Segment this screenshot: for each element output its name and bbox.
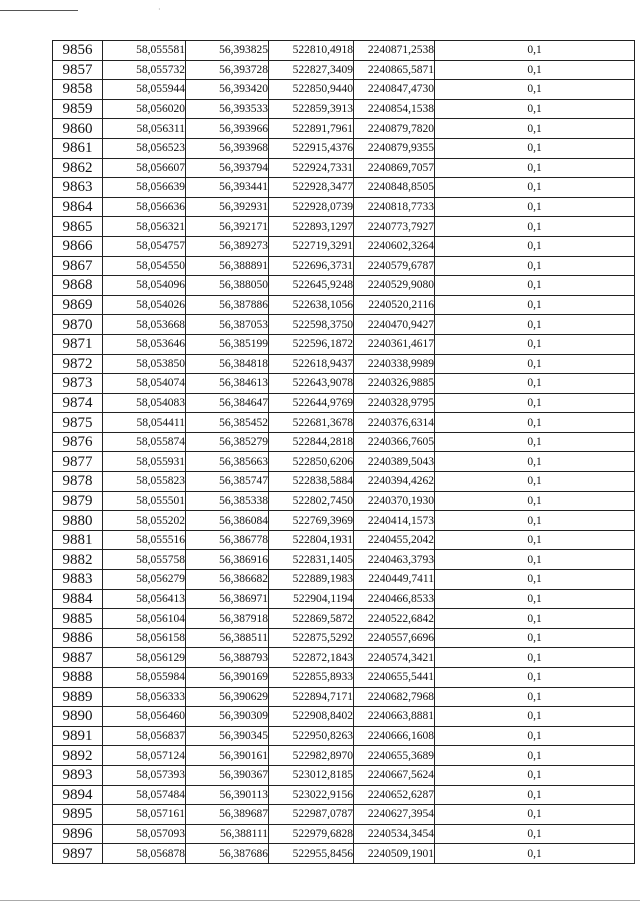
longitude-cell: 56,393533 xyxy=(186,99,269,119)
longitude-cell: 56,385452 xyxy=(186,413,269,433)
latitude-cell: 58,055823 xyxy=(103,472,186,492)
y-coordinate-cell: 2240627,3954 xyxy=(354,805,435,825)
longitude-cell: 56,384647 xyxy=(186,393,269,413)
x-coordinate-cell: 522889,1983 xyxy=(269,570,354,590)
accuracy-cell: 0,1 xyxy=(435,374,635,394)
point-number: 9875 xyxy=(53,413,103,433)
accuracy-cell: 0,1 xyxy=(435,197,635,217)
x-coordinate-cell: 522875,5292 xyxy=(269,628,354,648)
bottom-rule xyxy=(0,900,640,901)
latitude-cell: 58,055944 xyxy=(103,80,186,100)
table-row xyxy=(53,295,635,315)
x-coordinate-cell: 522950,8263 xyxy=(269,726,354,746)
x-coordinate-cell: 522894,7171 xyxy=(269,687,354,707)
longitude-cell: 56,385199 xyxy=(186,334,269,354)
x-coordinate-cell: 523012,8185 xyxy=(269,765,354,785)
x-coordinate-cell: 522987,0787 xyxy=(269,805,354,825)
x-coordinate-cell: 522908,8402 xyxy=(269,707,354,727)
accuracy-cell: 0,1 xyxy=(435,746,635,766)
accuracy-cell: 0,1 xyxy=(435,217,635,237)
longitude-cell: 56,390113 xyxy=(186,785,269,805)
y-coordinate-cell: 2240667,5624 xyxy=(354,765,435,785)
table-row xyxy=(53,334,635,354)
latitude-cell: 58,056020 xyxy=(103,99,186,119)
accuracy-cell: 0,1 xyxy=(435,707,635,727)
table-row xyxy=(53,119,635,139)
y-coordinate-cell: 2240574,3421 xyxy=(354,648,435,668)
longitude-cell: 56,393825 xyxy=(186,41,269,61)
point-number: 9856 xyxy=(53,41,103,61)
y-coordinate-cell: 2240361,4617 xyxy=(354,334,435,354)
y-coordinate-cell: 2240879,7820 xyxy=(354,119,435,139)
point-number: 9861 xyxy=(53,138,103,158)
longitude-cell: 56,390169 xyxy=(186,668,269,688)
x-coordinate-cell: 523022,9156 xyxy=(269,785,354,805)
accuracy-cell: 0,1 xyxy=(435,511,635,531)
point-number: 9895 xyxy=(53,805,103,825)
point-number: 9894 xyxy=(53,785,103,805)
y-coordinate-cell: 2240520,2116 xyxy=(354,295,435,315)
point-number: 9888 xyxy=(53,668,103,688)
y-coordinate-cell: 2240328,9795 xyxy=(354,393,435,413)
longitude-cell: 56,392931 xyxy=(186,197,269,217)
accuracy-cell: 0,1 xyxy=(435,648,635,668)
x-coordinate-cell: 522924,7331 xyxy=(269,158,354,178)
y-coordinate-cell: 2240338,9989 xyxy=(354,354,435,374)
longitude-cell: 56,386916 xyxy=(186,550,269,570)
x-coordinate-cell: 522638,1056 xyxy=(269,295,354,315)
table-row xyxy=(53,726,635,746)
table-row xyxy=(53,687,635,707)
table-row xyxy=(53,413,635,433)
accuracy-cell: 0,1 xyxy=(435,687,635,707)
y-coordinate-cell: 2240652,6287 xyxy=(354,785,435,805)
latitude-cell: 58,055984 xyxy=(103,668,186,688)
accuracy-cell: 0,1 xyxy=(435,99,635,119)
y-coordinate-cell: 2240879,9355 xyxy=(354,138,435,158)
table-row xyxy=(53,178,635,198)
table-row xyxy=(53,236,635,256)
latitude-cell: 58,056523 xyxy=(103,138,186,158)
y-coordinate-cell: 2240655,3689 xyxy=(354,746,435,766)
x-coordinate-cell: 522681,3678 xyxy=(269,413,354,433)
y-coordinate-cell: 2240655,5441 xyxy=(354,668,435,688)
y-coordinate-cell: 2240848,8505 xyxy=(354,178,435,198)
point-number: 9893 xyxy=(53,765,103,785)
x-coordinate-cell: 522928,0739 xyxy=(269,197,354,217)
point-number: 9868 xyxy=(53,276,103,296)
x-coordinate-cell: 522955,8456 xyxy=(269,844,354,864)
x-coordinate-cell: 522850,6206 xyxy=(269,452,354,472)
accuracy-cell: 0,1 xyxy=(435,354,635,374)
x-coordinate-cell: 522618,9437 xyxy=(269,354,354,374)
table-row xyxy=(53,472,635,492)
top-rule xyxy=(0,10,78,11)
longitude-cell: 56,393966 xyxy=(186,119,269,139)
accuracy-cell: 0,1 xyxy=(435,138,635,158)
table-row xyxy=(53,491,635,511)
table-row xyxy=(53,374,635,394)
point-number: 9874 xyxy=(53,393,103,413)
latitude-cell: 58,053850 xyxy=(103,354,186,374)
coordinates-table xyxy=(52,40,635,864)
longitude-cell: 56,387686 xyxy=(186,844,269,864)
point-number: 9882 xyxy=(53,550,103,570)
point-number: 9863 xyxy=(53,178,103,198)
y-coordinate-cell: 2240557,6696 xyxy=(354,628,435,648)
x-coordinate-cell: 522891,7961 xyxy=(269,119,354,139)
table-row xyxy=(53,217,635,237)
accuracy-cell: 0,1 xyxy=(435,589,635,609)
latitude-cell: 58,056129 xyxy=(103,648,186,668)
x-coordinate-cell: 522645,9248 xyxy=(269,276,354,296)
accuracy-cell: 0,1 xyxy=(435,628,635,648)
point-number: 9869 xyxy=(53,295,103,315)
latitude-cell: 58,054757 xyxy=(103,236,186,256)
table-row xyxy=(53,511,635,531)
accuracy-cell: 0,1 xyxy=(435,315,635,335)
y-coordinate-cell: 2240463,3793 xyxy=(354,550,435,570)
y-coordinate-cell: 2240414,1573 xyxy=(354,511,435,531)
longitude-cell: 56,393441 xyxy=(186,178,269,198)
point-number: 9879 xyxy=(53,491,103,511)
table-row xyxy=(53,99,635,119)
table-row xyxy=(53,315,635,335)
x-coordinate-cell: 522855,8933 xyxy=(269,668,354,688)
y-coordinate-cell: 2240522,6842 xyxy=(354,609,435,629)
accuracy-cell: 0,1 xyxy=(435,824,635,844)
x-coordinate-cell: 522928,3477 xyxy=(269,178,354,198)
longitude-cell: 56,390309 xyxy=(186,707,269,727)
x-coordinate-cell: 522769,3969 xyxy=(269,511,354,531)
y-coordinate-cell: 2240865,5871 xyxy=(354,60,435,80)
table-row xyxy=(53,785,635,805)
point-number: 9865 xyxy=(53,217,103,237)
longitude-cell: 56,384613 xyxy=(186,374,269,394)
table-row xyxy=(53,354,635,374)
accuracy-cell: 0,1 xyxy=(435,765,635,785)
point-number: 9892 xyxy=(53,746,103,766)
latitude-cell: 58,055758 xyxy=(103,550,186,570)
point-number: 9867 xyxy=(53,256,103,276)
longitude-cell: 56,388050 xyxy=(186,276,269,296)
latitude-cell: 58,054074 xyxy=(103,374,186,394)
point-number: 9877 xyxy=(53,452,103,472)
x-coordinate-cell: 522982,8970 xyxy=(269,746,354,766)
latitude-cell: 58,055581 xyxy=(103,41,186,61)
latitude-cell: 58,056413 xyxy=(103,589,186,609)
latitude-cell: 58,056639 xyxy=(103,178,186,198)
longitude-cell: 56,393968 xyxy=(186,138,269,158)
x-coordinate-cell: 522831,1405 xyxy=(269,550,354,570)
longitude-cell: 56,385338 xyxy=(186,491,269,511)
x-coordinate-cell: 522696,3731 xyxy=(269,256,354,276)
y-coordinate-cell: 2240376,6314 xyxy=(354,413,435,433)
x-coordinate-cell: 522915,4376 xyxy=(269,138,354,158)
accuracy-cell: 0,1 xyxy=(435,805,635,825)
x-coordinate-cell: 522596,1872 xyxy=(269,334,354,354)
latitude-cell: 58,055516 xyxy=(103,530,186,550)
table-row xyxy=(53,256,635,276)
latitude-cell: 58,055732 xyxy=(103,60,186,80)
accuracy-cell: 0,1 xyxy=(435,550,635,570)
longitude-cell: 56,385747 xyxy=(186,472,269,492)
accuracy-cell: 0,1 xyxy=(435,726,635,746)
x-coordinate-cell: 522644,9769 xyxy=(269,393,354,413)
longitude-cell: 56,387053 xyxy=(186,315,269,335)
y-coordinate-cell: 2240579,6787 xyxy=(354,256,435,276)
point-number: 9886 xyxy=(53,628,103,648)
x-coordinate-cell: 522643,9078 xyxy=(269,374,354,394)
point-number: 9857 xyxy=(53,60,103,80)
point-number: 9884 xyxy=(53,589,103,609)
point-number: 9880 xyxy=(53,511,103,531)
latitude-cell: 58,056333 xyxy=(103,687,186,707)
table-row xyxy=(53,570,635,590)
point-number: 9858 xyxy=(53,80,103,100)
table-row xyxy=(53,550,635,570)
table-row xyxy=(53,824,635,844)
longitude-cell: 56,385279 xyxy=(186,432,269,452)
y-coordinate-cell: 2240847,4730 xyxy=(354,80,435,100)
y-coordinate-cell: 2240466,8533 xyxy=(354,589,435,609)
table-row xyxy=(53,844,635,864)
latitude-cell: 58,056321 xyxy=(103,217,186,237)
point-number: 9862 xyxy=(53,158,103,178)
latitude-cell: 58,057093 xyxy=(103,824,186,844)
longitude-cell: 56,386778 xyxy=(186,530,269,550)
y-coordinate-cell: 2240529,9080 xyxy=(354,276,435,296)
table-row xyxy=(53,648,635,668)
accuracy-cell: 0,1 xyxy=(435,80,635,100)
point-number: 9873 xyxy=(53,374,103,394)
point-number: 9881 xyxy=(53,530,103,550)
longitude-cell: 56,388891 xyxy=(186,256,269,276)
latitude-cell: 58,057124 xyxy=(103,746,186,766)
latitude-cell: 58,056279 xyxy=(103,570,186,590)
y-coordinate-cell: 2240370,1930 xyxy=(354,491,435,511)
latitude-cell: 58,056158 xyxy=(103,628,186,648)
longitude-cell: 56,390367 xyxy=(186,765,269,785)
accuracy-cell: 0,1 xyxy=(435,276,635,296)
point-number: 9871 xyxy=(53,334,103,354)
longitude-cell: 56,385663 xyxy=(186,452,269,472)
latitude-cell: 58,056837 xyxy=(103,726,186,746)
latitude-cell: 58,056311 xyxy=(103,119,186,139)
latitude-cell: 58,054083 xyxy=(103,393,186,413)
y-coordinate-cell: 2240602,3264 xyxy=(354,236,435,256)
accuracy-cell: 0,1 xyxy=(435,472,635,492)
table-row xyxy=(53,765,635,785)
x-coordinate-cell: 522827,3409 xyxy=(269,60,354,80)
longitude-cell: 56,389273 xyxy=(186,236,269,256)
accuracy-cell: 0,1 xyxy=(435,60,635,80)
y-coordinate-cell: 2240818,7733 xyxy=(354,197,435,217)
latitude-cell: 58,054411 xyxy=(103,413,186,433)
longitude-cell: 56,386682 xyxy=(186,570,269,590)
x-coordinate-cell: 522598,3750 xyxy=(269,315,354,335)
y-coordinate-cell: 2240449,7411 xyxy=(354,570,435,590)
latitude-cell: 58,053646 xyxy=(103,334,186,354)
table-row xyxy=(53,432,635,452)
x-coordinate-cell: 522850,9440 xyxy=(269,80,354,100)
longitude-cell: 56,390345 xyxy=(186,726,269,746)
x-coordinate-cell: 522804,1931 xyxy=(269,530,354,550)
table-row xyxy=(53,609,635,629)
latitude-cell: 58,056607 xyxy=(103,158,186,178)
latitude-cell: 58,056460 xyxy=(103,707,186,727)
latitude-cell: 58,055931 xyxy=(103,452,186,472)
y-coordinate-cell: 2240394,4262 xyxy=(354,472,435,492)
y-coordinate-cell: 2240366,7605 xyxy=(354,432,435,452)
accuracy-cell: 0,1 xyxy=(435,570,635,590)
accuracy-cell: 0,1 xyxy=(435,491,635,511)
table-row xyxy=(53,138,635,158)
table-row xyxy=(53,707,635,727)
latitude-cell: 58,053668 xyxy=(103,315,186,335)
longitude-cell: 56,387886 xyxy=(186,295,269,315)
point-number: 9896 xyxy=(53,824,103,844)
y-coordinate-cell: 2240534,3454 xyxy=(354,824,435,844)
table-row xyxy=(53,80,635,100)
accuracy-cell: 0,1 xyxy=(435,236,635,256)
y-coordinate-cell: 2240854,1538 xyxy=(354,99,435,119)
accuracy-cell: 0,1 xyxy=(435,178,635,198)
table-row xyxy=(53,628,635,648)
scan-mark: · xyxy=(158,5,161,14)
accuracy-cell: 0,1 xyxy=(435,668,635,688)
x-coordinate-cell: 522844,2818 xyxy=(269,432,354,452)
x-coordinate-cell: 522719,3291 xyxy=(269,236,354,256)
longitude-cell: 56,389687 xyxy=(186,805,269,825)
x-coordinate-cell: 522904,1194 xyxy=(269,589,354,609)
latitude-cell: 58,056878 xyxy=(103,844,186,864)
longitude-cell: 56,393420 xyxy=(186,80,269,100)
point-number: 9870 xyxy=(53,315,103,335)
point-number: 9891 xyxy=(53,726,103,746)
y-coordinate-cell: 2240666,1608 xyxy=(354,726,435,746)
longitude-cell: 56,393794 xyxy=(186,158,269,178)
y-coordinate-cell: 2240389,5043 xyxy=(354,452,435,472)
point-number: 9889 xyxy=(53,687,103,707)
table-row xyxy=(53,530,635,550)
point-number: 9897 xyxy=(53,844,103,864)
point-number: 9860 xyxy=(53,119,103,139)
longitude-cell: 56,388793 xyxy=(186,648,269,668)
table-row xyxy=(53,746,635,766)
accuracy-cell: 0,1 xyxy=(435,256,635,276)
accuracy-cell: 0,1 xyxy=(435,158,635,178)
table-row xyxy=(53,41,635,61)
accuracy-cell: 0,1 xyxy=(435,334,635,354)
y-coordinate-cell: 2240773,7927 xyxy=(354,217,435,237)
point-number: 9887 xyxy=(53,648,103,668)
table-row xyxy=(53,452,635,472)
longitude-cell: 56,384818 xyxy=(186,354,269,374)
y-coordinate-cell: 2240455,2042 xyxy=(354,530,435,550)
longitude-cell: 56,392171 xyxy=(186,217,269,237)
x-coordinate-cell: 522810,4918 xyxy=(269,41,354,61)
accuracy-cell: 0,1 xyxy=(435,432,635,452)
accuracy-cell: 0,1 xyxy=(435,530,635,550)
accuracy-cell: 0,1 xyxy=(435,609,635,629)
latitude-cell: 58,057161 xyxy=(103,805,186,825)
accuracy-cell: 0,1 xyxy=(435,844,635,864)
x-coordinate-cell: 522893,1297 xyxy=(269,217,354,237)
table-row xyxy=(53,158,635,178)
longitude-cell: 56,390629 xyxy=(186,687,269,707)
latitude-cell: 58,054550 xyxy=(103,256,186,276)
latitude-cell: 58,056636 xyxy=(103,197,186,217)
accuracy-cell: 0,1 xyxy=(435,41,635,61)
latitude-cell: 58,055202 xyxy=(103,511,186,531)
accuracy-cell: 0,1 xyxy=(435,393,635,413)
y-coordinate-cell: 2240663,8881 xyxy=(354,707,435,727)
table-row xyxy=(53,393,635,413)
accuracy-cell: 0,1 xyxy=(435,295,635,315)
latitude-cell: 58,054096 xyxy=(103,276,186,296)
x-coordinate-cell: 522872,1843 xyxy=(269,648,354,668)
x-coordinate-cell: 522838,5884 xyxy=(269,472,354,492)
point-number: 9883 xyxy=(53,570,103,590)
longitude-cell: 56,387918 xyxy=(186,609,269,629)
table-row xyxy=(53,60,635,80)
point-number: 9866 xyxy=(53,236,103,256)
point-number: 9859 xyxy=(53,99,103,119)
accuracy-cell: 0,1 xyxy=(435,119,635,139)
table-row xyxy=(53,668,635,688)
point-number: 9885 xyxy=(53,609,103,629)
x-coordinate-cell: 522869,5872 xyxy=(269,609,354,629)
latitude-cell: 58,055501 xyxy=(103,491,186,511)
x-coordinate-cell: 522979,6828 xyxy=(269,824,354,844)
latitude-cell: 58,057393 xyxy=(103,765,186,785)
y-coordinate-cell: 2240869,7057 xyxy=(354,158,435,178)
longitude-cell: 56,393728 xyxy=(186,60,269,80)
table-row xyxy=(53,589,635,609)
point-number: 9890 xyxy=(53,707,103,727)
point-number: 9864 xyxy=(53,197,103,217)
accuracy-cell: 0,1 xyxy=(435,452,635,472)
longitude-cell: 56,390161 xyxy=(186,746,269,766)
latitude-cell: 58,054026 xyxy=(103,295,186,315)
point-number: 9872 xyxy=(53,354,103,374)
accuracy-cell: 0,1 xyxy=(435,785,635,805)
longitude-cell: 56,388111 xyxy=(186,824,269,844)
table-row xyxy=(53,276,635,296)
latitude-cell: 58,055874 xyxy=(103,432,186,452)
longitude-cell: 56,388511 xyxy=(186,628,269,648)
latitude-cell: 58,056104 xyxy=(103,609,186,629)
table-row xyxy=(53,197,635,217)
y-coordinate-cell: 2240682,7968 xyxy=(354,687,435,707)
longitude-cell: 56,386971 xyxy=(186,589,269,609)
accuracy-cell: 0,1 xyxy=(435,413,635,433)
table-row xyxy=(53,805,635,825)
point-number: 9878 xyxy=(53,472,103,492)
y-coordinate-cell: 2240326,9885 xyxy=(354,374,435,394)
x-coordinate-cell: 522859,3913 xyxy=(269,99,354,119)
coordinates-table-body xyxy=(53,41,635,864)
point-number: 9876 xyxy=(53,432,103,452)
y-coordinate-cell: 2240470,9427 xyxy=(354,315,435,335)
x-coordinate-cell: 522802,7450 xyxy=(269,491,354,511)
y-coordinate-cell: 2240871,2538 xyxy=(354,41,435,61)
longitude-cell: 56,386084 xyxy=(186,511,269,531)
latitude-cell: 58,057484 xyxy=(103,785,186,805)
y-coordinate-cell: 2240509,1901 xyxy=(354,844,435,864)
